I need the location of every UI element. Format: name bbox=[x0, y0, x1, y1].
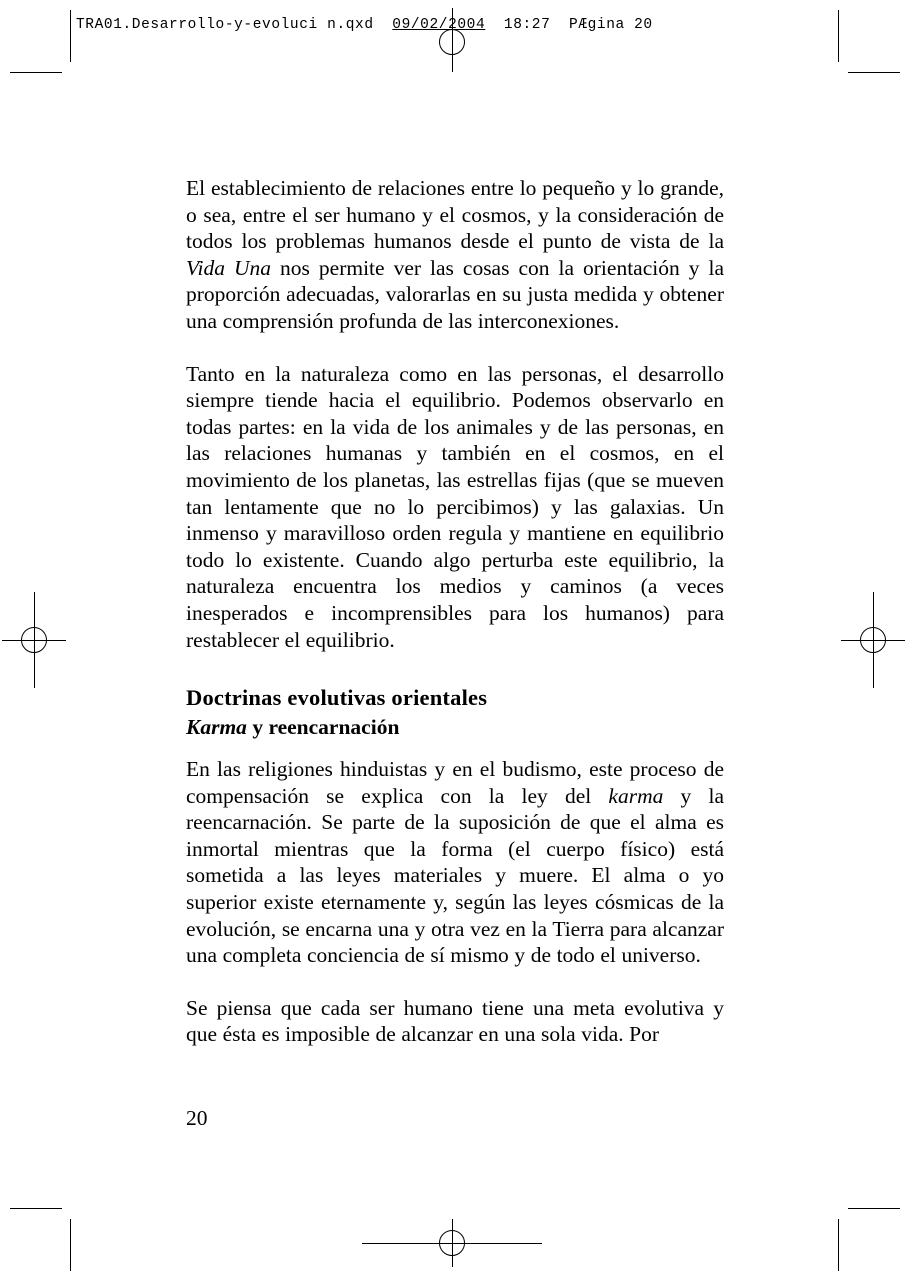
crop-mark-top-left-horizontal bbox=[10, 72, 62, 73]
slug-date: 09/02/2004 bbox=[392, 17, 486, 33]
slug-time: 18:27 bbox=[503, 17, 551, 33]
paragraph-1 bbox=[186, 175, 724, 335]
section-heading-group bbox=[186, 683, 724, 742]
crop-mark-bottom-left-vertical bbox=[70, 1219, 71, 1271]
paragraph-2: Tanto en la naturaleza como en las personas, el desarrollo siempre tiende hacia el equilibrio. Podemos observarlo en todas partes: en la vida de los animales y de las personas, en las relaciones humanas y también en el cosmos, en el movimiento de los planetas, las estrellas fijas (que se mueven tan lentamente que no lo percibimos) y las galaxias. Un inmenso y maravilloso orden regula y mantiene en equilibrio todo lo existente. Cuando algo perturba este equilibrio, la naturaleza encuentra los medios y caminos (a veces inesperados e incomprensibles para los humanos) para restablecer el equilibrio. bbox=[186, 361, 724, 652]
paragraph-3 bbox=[186, 756, 724, 969]
paragraph-4: Se piensa que cada ser humano tiene una meta evolutiva y que ésta es imposible de alcanzar en una sola vida. Por bbox=[186, 995, 724, 1047]
paragraph-1-part-b: nos permite ver las cosas con la orientación y la proporción adecuadas, valorarlas en su justa medida y obtener una comprensión profunda de las interconexiones. bbox=[186, 255, 724, 333]
crop-mark-bottom-right-vertical bbox=[838, 1219, 839, 1271]
section-subheading bbox=[186, 713, 724, 742]
slug-page-label: PÆgina 20 bbox=[569, 17, 653, 33]
slug-spacer-3 bbox=[550, 17, 569, 33]
registration-mark-right bbox=[841, 592, 905, 688]
paragraph-3-emphasis: karma bbox=[608, 783, 664, 808]
crop-mark-bottom-right-horizontal bbox=[848, 1208, 900, 1209]
section-heading: Doctrinas evolutivas orientales bbox=[186, 685, 488, 711]
registration-circle bbox=[860, 627, 886, 653]
crop-mark-bottom-left-horizontal bbox=[10, 1208, 62, 1209]
paragraph-3-part-a: En las religiones hinduistas y en el budismo, este proceso de compensación se explica con la ley del bbox=[186, 757, 724, 808]
page-number: 20 bbox=[186, 1106, 208, 1130]
crop-mark-top-right-vertical bbox=[838, 10, 839, 62]
crop-mark-top-left-vertical bbox=[70, 10, 71, 62]
slug-spacer-1 bbox=[374, 17, 393, 33]
body-text-block bbox=[186, 175, 724, 1048]
paragraph-3-part-b: y la reencarnación. Se parte de la suposición de que el alma es inmortal mientras que la forma (el cuerpo físico) está sometida a las leyes materiales y muere. El alma o yo superior existe eternamente y, según las leyes cósmicas de la evolución, se encarna una y otra vez en la Tierra para alcanzar una completa conciencia de sí mismo y de todo el universo. bbox=[186, 783, 724, 968]
section-subheading-emphasis: Karma bbox=[186, 715, 247, 740]
registration-circle bbox=[21, 627, 47, 653]
registration-mark-left bbox=[2, 592, 66, 688]
registration-mark-bottom bbox=[362, 1211, 542, 1275]
crop-mark-top-right-horizontal bbox=[848, 72, 900, 73]
slug-filename: TRA01.Desarrollo-y-evoluci n.qxd bbox=[76, 17, 374, 33]
paragraph-1-emphasis: Vida Una bbox=[186, 255, 272, 280]
slug-line bbox=[76, 17, 653, 33]
slug-spacer-2 bbox=[485, 17, 504, 33]
section-subheading-rest: y reencarnación bbox=[246, 715, 400, 740]
registration-circle bbox=[439, 1230, 465, 1256]
paragraph-1-part-a: El establecimiento de relaciones entre lo pequeño y lo grande, o sea, entre el ser humano y el cosmos, y la consideración de todos los problemas humanos desde el punto de vista de la bbox=[186, 176, 724, 254]
